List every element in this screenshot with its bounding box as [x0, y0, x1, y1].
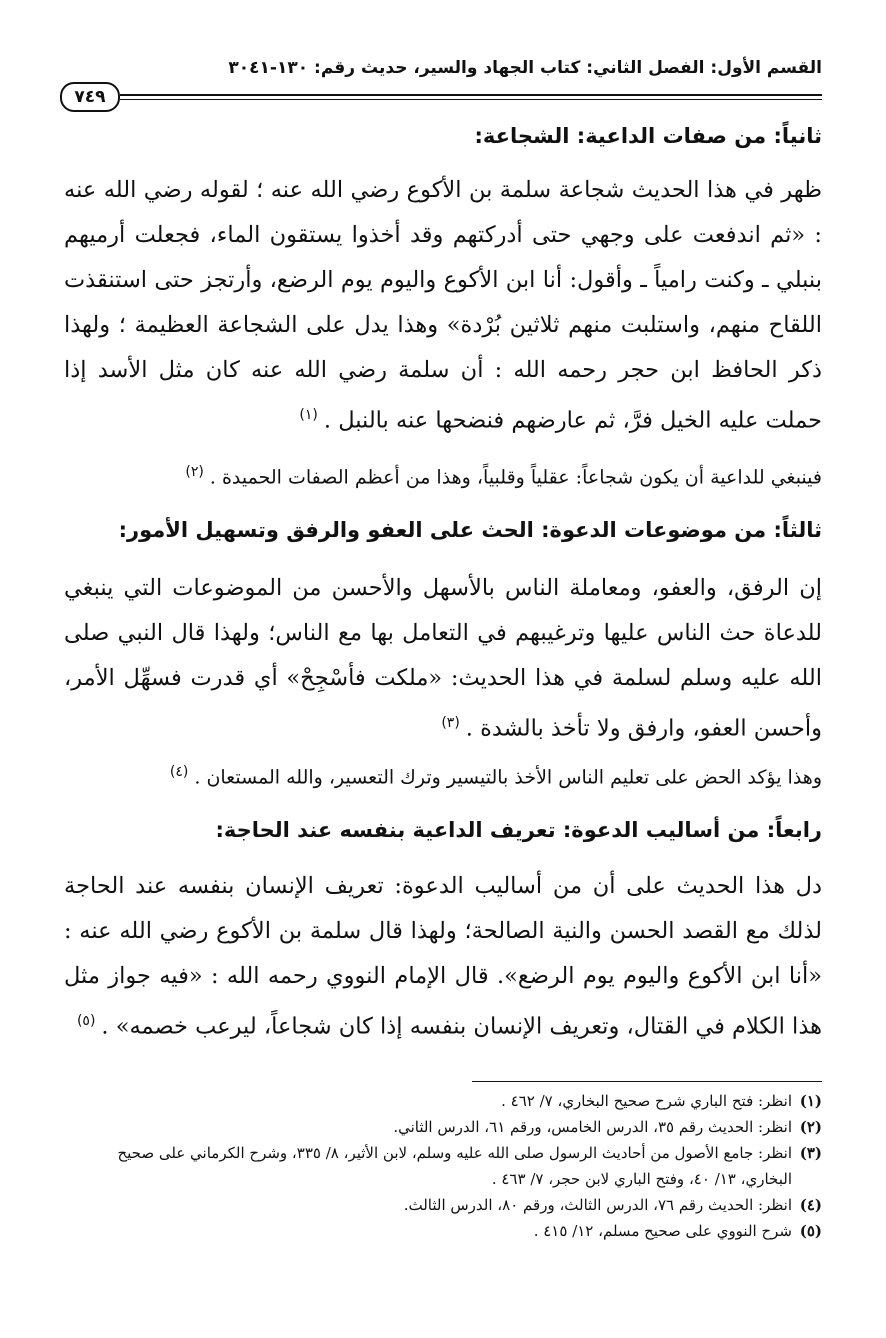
section-note-courage — [64, 452, 822, 497]
section-paragraph-forgiveness — [64, 566, 822, 752]
section-note-forgiveness — [64, 752, 822, 797]
page-number: ٧٤٩ — [60, 82, 120, 112]
footnote-ref: (٣) — [441, 715, 460, 731]
footnote-text: انظر: فتح الباري شرح صحيح البخاري، ٧/ ٤٦٢ . — [501, 1092, 792, 1110]
section-heading-self-introduction: رابعاً: من أساليب الدعوة: تعريف الداعية بنفسه عند الحاجة: — [215, 818, 822, 842]
footnote-separator — [472, 1081, 822, 1082]
footnote-ref: (٥) — [76, 1013, 96, 1029]
footnote-text: انظر: جامع الأصول من أحاديث الرسول صلى الله عليه وسلم، لابن الأثير، ٨/ ٣٣٥، وشرح الكرماني على صحيح — [117, 1144, 792, 1162]
footnote-number: (٥) — [799, 1222, 822, 1240]
footnote-number: (٤) — [799, 1196, 822, 1214]
section-paragraph-self-introduction — [64, 864, 822, 1050]
footnote-item — [64, 1114, 822, 1140]
footnote-text: شرح النووي على صحيح مسلم، ١٢/ ٤١٥ . — [533, 1222, 792, 1240]
footnote-text: انظر: الحديث رقم ٧٦، الدرس الثالث، ورقم ٨٠، الدرس الثالث. — [403, 1196, 792, 1214]
note-text: وهذا يؤكد الحض على تعليم الناس الأخذ بالتيسير وترك التعسير، والله المستعان . — [194, 766, 822, 789]
footnote-number: (١) — [799, 1092, 822, 1110]
paragraph-text: ظهر في هذا الحديث شجاعة سلمة بن الأكوع رضي الله عنه ؛ لقوله رضي الله عنه : «ثم اندفعت على وجهي حتى أدركتهم وقد أخذوا يستقون الماء، فجعلت أرميهم بنبلي ـ وكنت رامياً ـ وأقول: أنا ابن الأكوع واليوم يوم الرضع، وأرتجز حتى استنقذت اللقاح منهم، واستلبت منهم ثلاثين بُرْدة» وهذا يدل على الشجاعة العظيمة ؛ ولهذا ذكر الحافظ ابن حجر رحمه الله : أن سلمة رضي الله عنه كان مثل الأسد إذا حملت عليه الخيل فرَّ، ثم عارضهم فنضحها عنه بالنبل . — [64, 177, 822, 434]
header-rule — [120, 94, 822, 100]
footnote-ref: (٢) — [185, 464, 204, 480]
footnotes — [64, 1088, 822, 1244]
footnote-ref: (٤) — [169, 764, 189, 780]
note-text: فينبغي للداعية أن يكون شجاعاً: عقلياً وقلبياً، وهذا من أعظم الصفات الحميدة . — [209, 466, 822, 489]
footnote-ref: (١) — [299, 407, 318, 423]
footnote-item — [64, 1140, 822, 1166]
footnote-continuation: البخاري، ١٣/ ٤٠، وفتح الباري لابن حجر، ٧/ ٤٦٣ . — [491, 1170, 792, 1188]
paragraph-text: إن الرفق، والعفو، ومعاملة الناس بالأسهل والأحسن من الموضوعات التي ينبغي للدعاة حث الناس عليها وترغيبهم في التعامل بها مع الناس؛ ولهذا قال النبي صلى الله عليه وسلم لسلمة في هذا الحديث: «ملكت فأسْجِحْ» أي قدرت فسهِّل الأمر، وأحسن العفو، وارفق ولا تأخذ بالشدة . — [64, 575, 822, 742]
section-heading-forgiveness: ثالثاً: من موضوعات الدعوة: الحث على العفو والرفق وتسهيل الأمور: — [118, 518, 822, 542]
footnote-number: (٣) — [799, 1144, 822, 1162]
footnote-item — [64, 1218, 822, 1244]
paragraph-text: دل هذا الحديث على أن من أساليب الدعوة: تعريف الإنسان بنفسه عند الحاجة لذلك مع القصد الحسن والنية الصالحة؛ ولهذا قال سلمة بن الأكوع رضي الله عنه : «أنا ابن الأكوع واليوم يوم الرضع». قال الإمام النووي رحمه الله : «فيه جواز مثل هذا الكلام في القتال، وتعريف الإنسان بنفسه إذا كان شجاعاً، ليرعب خصمه» . — [64, 873, 822, 1040]
section-heading-courage: ثانياً: من صفات الداعية: الشجاعة: — [474, 124, 822, 148]
footnote-number: (٢) — [799, 1118, 822, 1136]
header-rule-row — [60, 86, 822, 114]
footnote-text: انظر: الحديث رقم ٣٥، الدرس الخامس، ورقم ٦١، الدرس الثاني. — [393, 1118, 792, 1136]
footnote-item — [64, 1192, 822, 1218]
footnote-item — [64, 1088, 822, 1114]
running-header: القسم الأول: الفصل الثاني: كتاب الجهاد والسير، حديث رقم: ١٣٠-٣٠٤١ — [228, 58, 822, 78]
section-paragraph-courage — [64, 168, 822, 444]
